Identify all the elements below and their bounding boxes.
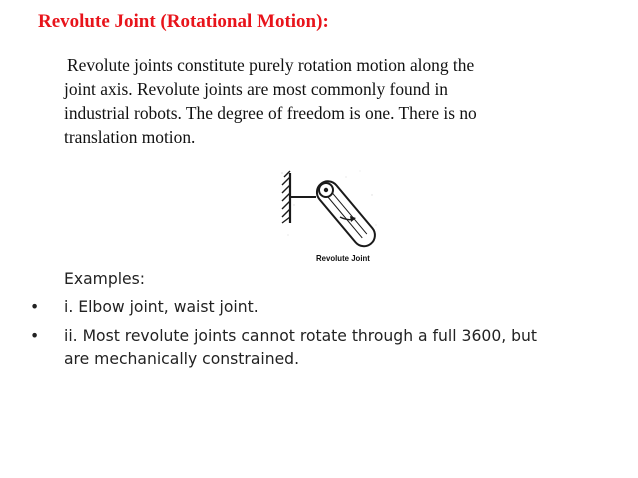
examples-heading: Examples:: [64, 270, 146, 288]
bullet-icon: •: [30, 298, 40, 316]
list-item-text: are mechanically constrained.: [64, 350, 300, 368]
list-item: [30, 296, 626, 319]
wall-hatching: [282, 171, 290, 223]
intro-line: industrial robots. The degree of freedom is one. There is no: [64, 103, 477, 123]
slide-title: Revolute Joint (Rotational Motion):: [38, 11, 329, 32]
intro-line: translation motion.: [64, 127, 196, 147]
intro-line: joint axis. Revolute joints are most commonly found in: [64, 79, 449, 99]
figure-caption: Revolute Joint: [316, 253, 370, 263]
list-item-text: i. Elbow joint, waist joint.: [64, 298, 259, 316]
list-item-text: ii. Most revolute joints cannot rotate through a full 3600, but: [64, 327, 538, 345]
intro-line: Revolute joints constitute purely rotation motion along the: [67, 55, 475, 75]
bullet-icon: •: [30, 327, 40, 345]
list-item: [30, 325, 626, 371]
intro-paragraph: [64, 53, 604, 149]
examples-list: [30, 296, 626, 377]
joint-center: [324, 188, 328, 192]
